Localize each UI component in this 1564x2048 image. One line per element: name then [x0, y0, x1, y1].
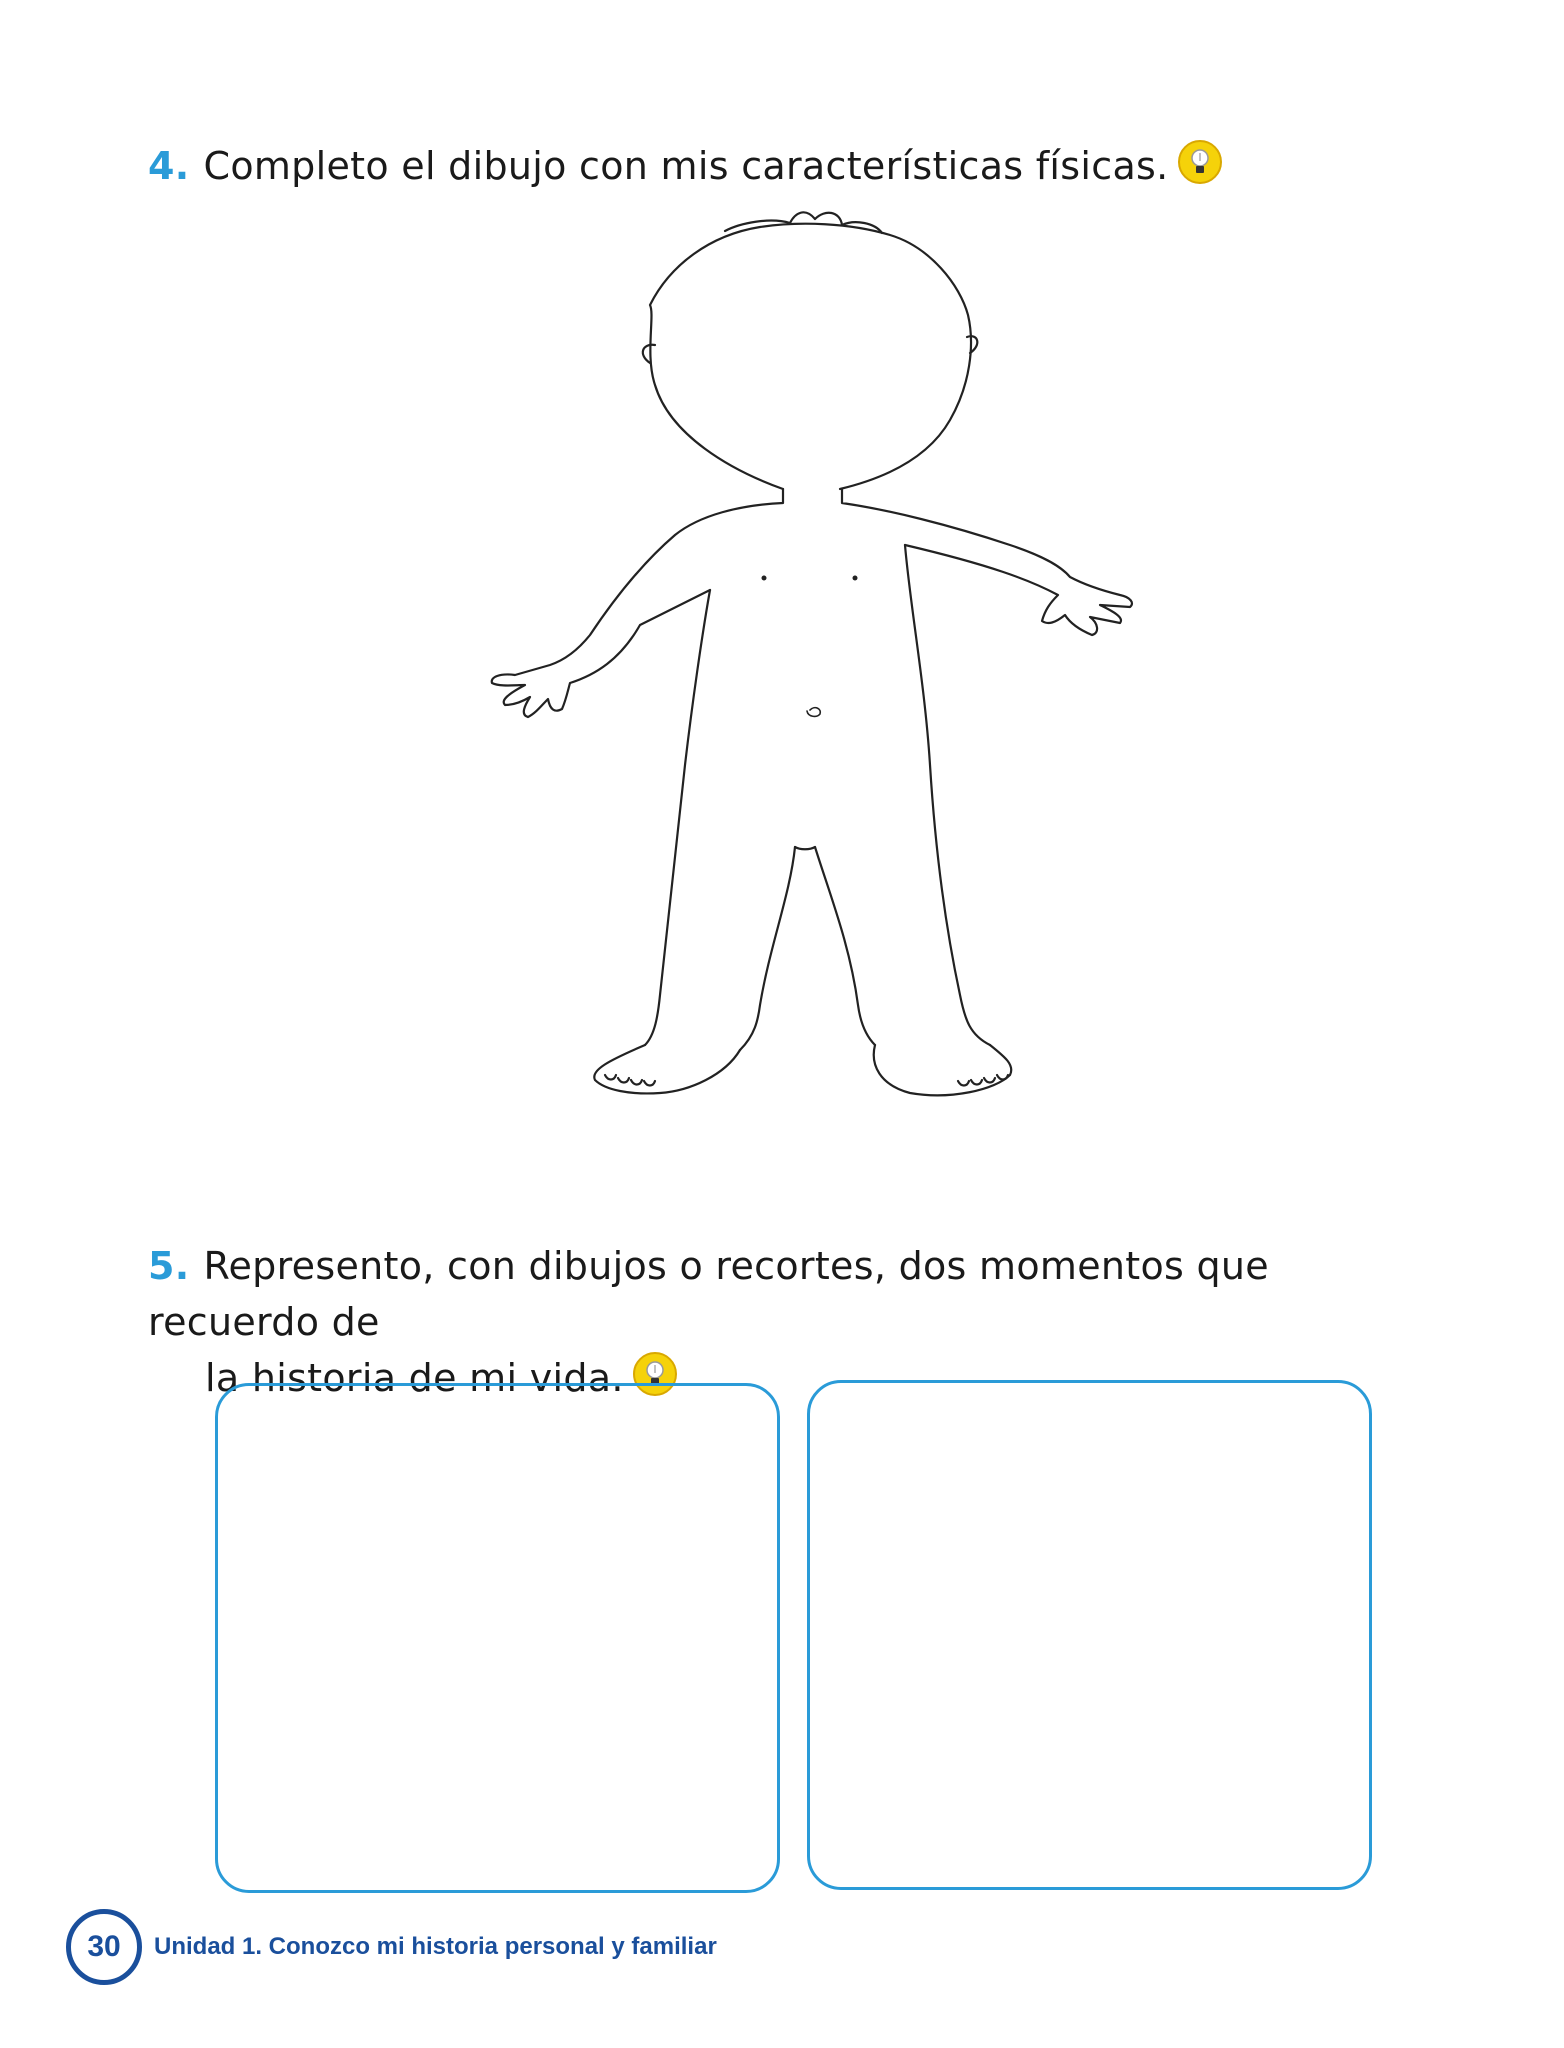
page-number: 30	[66, 1909, 142, 1985]
child-body-outline	[470, 205, 1140, 1150]
activity-instruction-line2: la historia de mi vida.	[205, 1356, 624, 1400]
drawing-frame-2[interactable]	[807, 1380, 1372, 1890]
activity-instruction-line1: Represento, con dibujos o recortes, dos momentos que recuerdo de	[148, 1244, 1269, 1344]
activity-4	[148, 138, 1448, 194]
activity-instruction: Completo el dibujo con mis características físicas.	[203, 144, 1169, 188]
lightbulb-icon	[1177, 139, 1223, 185]
activity-number: 4.	[148, 144, 190, 188]
activity-number: 5.	[148, 1244, 190, 1288]
page-footer	[66, 1910, 717, 1984]
unit-title: Unidad 1. Conozco mi historia personal y familiar	[154, 1933, 717, 1960]
drawing-frame-1[interactable]	[215, 1383, 780, 1893]
